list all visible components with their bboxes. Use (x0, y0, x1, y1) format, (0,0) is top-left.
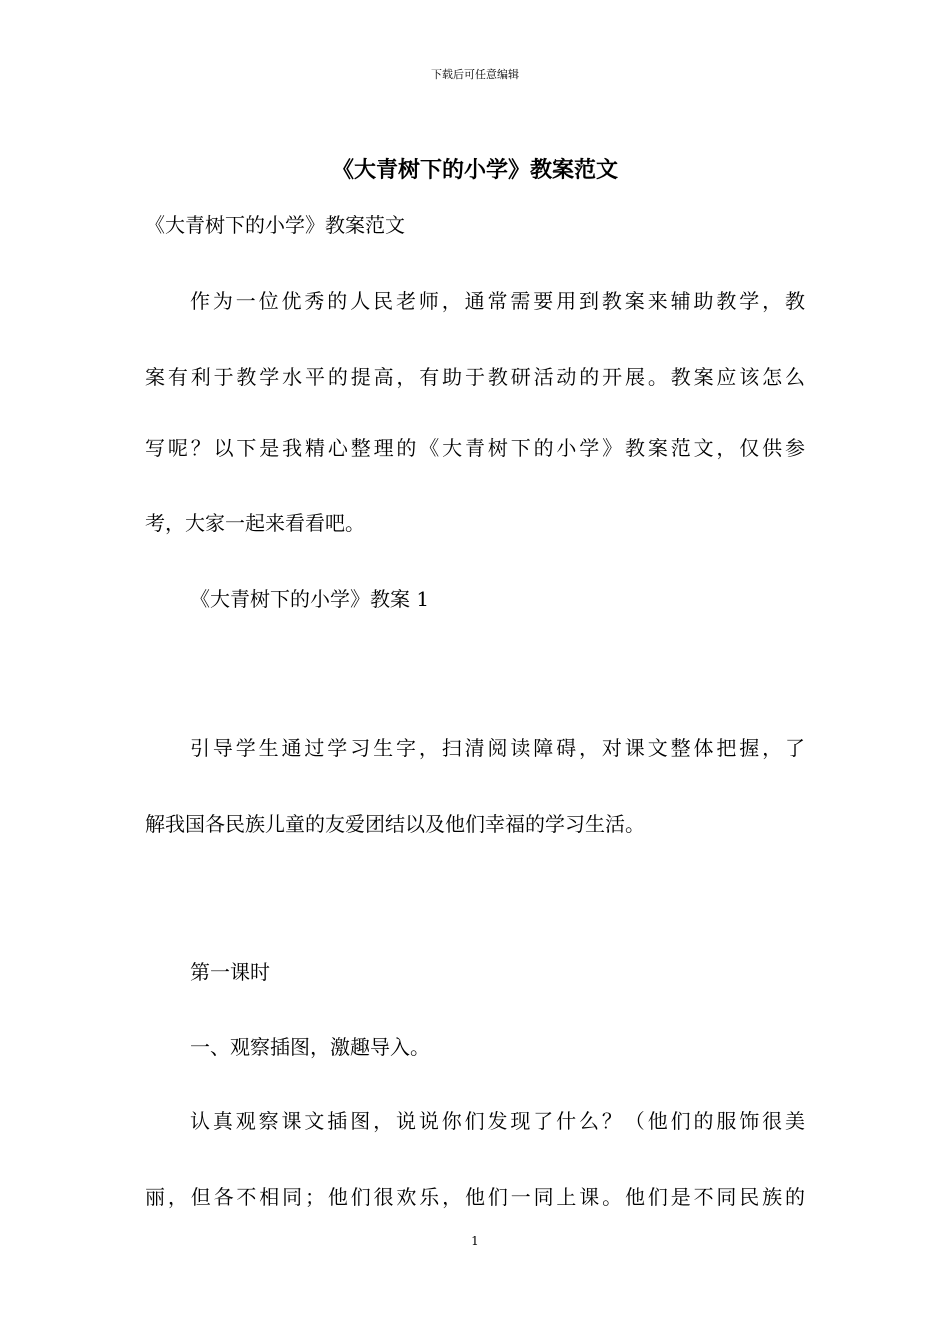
paragraph-line: 考，大家一起来看看吧。 (145, 511, 365, 535)
paragraph-line: 作为一位优秀的人民老师，通常需要用到教案来辅助教学，教 (190, 289, 805, 313)
paragraph-line: 认真观察课文插图，说说你们发现了什么？（他们的服饰很美 (190, 1109, 805, 1133)
paragraph-line: 引导学生通过学习生字，扫清阅读障碍，对课文整体把握，了 (190, 736, 805, 760)
document-title: 《大青树下的小学》教案范文 (331, 157, 618, 183)
paragraph-line: 丽，但各不相同；他们很欢乐，他们一同上课。他们是不同民族的 (145, 1185, 805, 1209)
section-heading: 《大青树下的小学》教案 1 (190, 587, 430, 611)
page-number: 1 (471, 1234, 479, 1248)
paragraph-line: 写呢？以下是我精心整理的《大青树下的小学》教案范文，仅供参 (145, 436, 805, 460)
lesson-heading: 第一课时 (190, 960, 270, 984)
paragraph-line: 解我国各民族儿童的友爱团结以及他们幸福的学习生活。 (145, 812, 645, 836)
header-note: 下载后可任意编辑 (431, 68, 519, 81)
paragraph-line: 案有利于教学水平的提高，有助于教研活动的开展。教案应该怎么 (145, 365, 805, 389)
subtitle-line: 《大青树下的小学》教案范文 (145, 213, 405, 237)
step-heading: 一、观察插图，激趣导入。 (190, 1035, 430, 1059)
